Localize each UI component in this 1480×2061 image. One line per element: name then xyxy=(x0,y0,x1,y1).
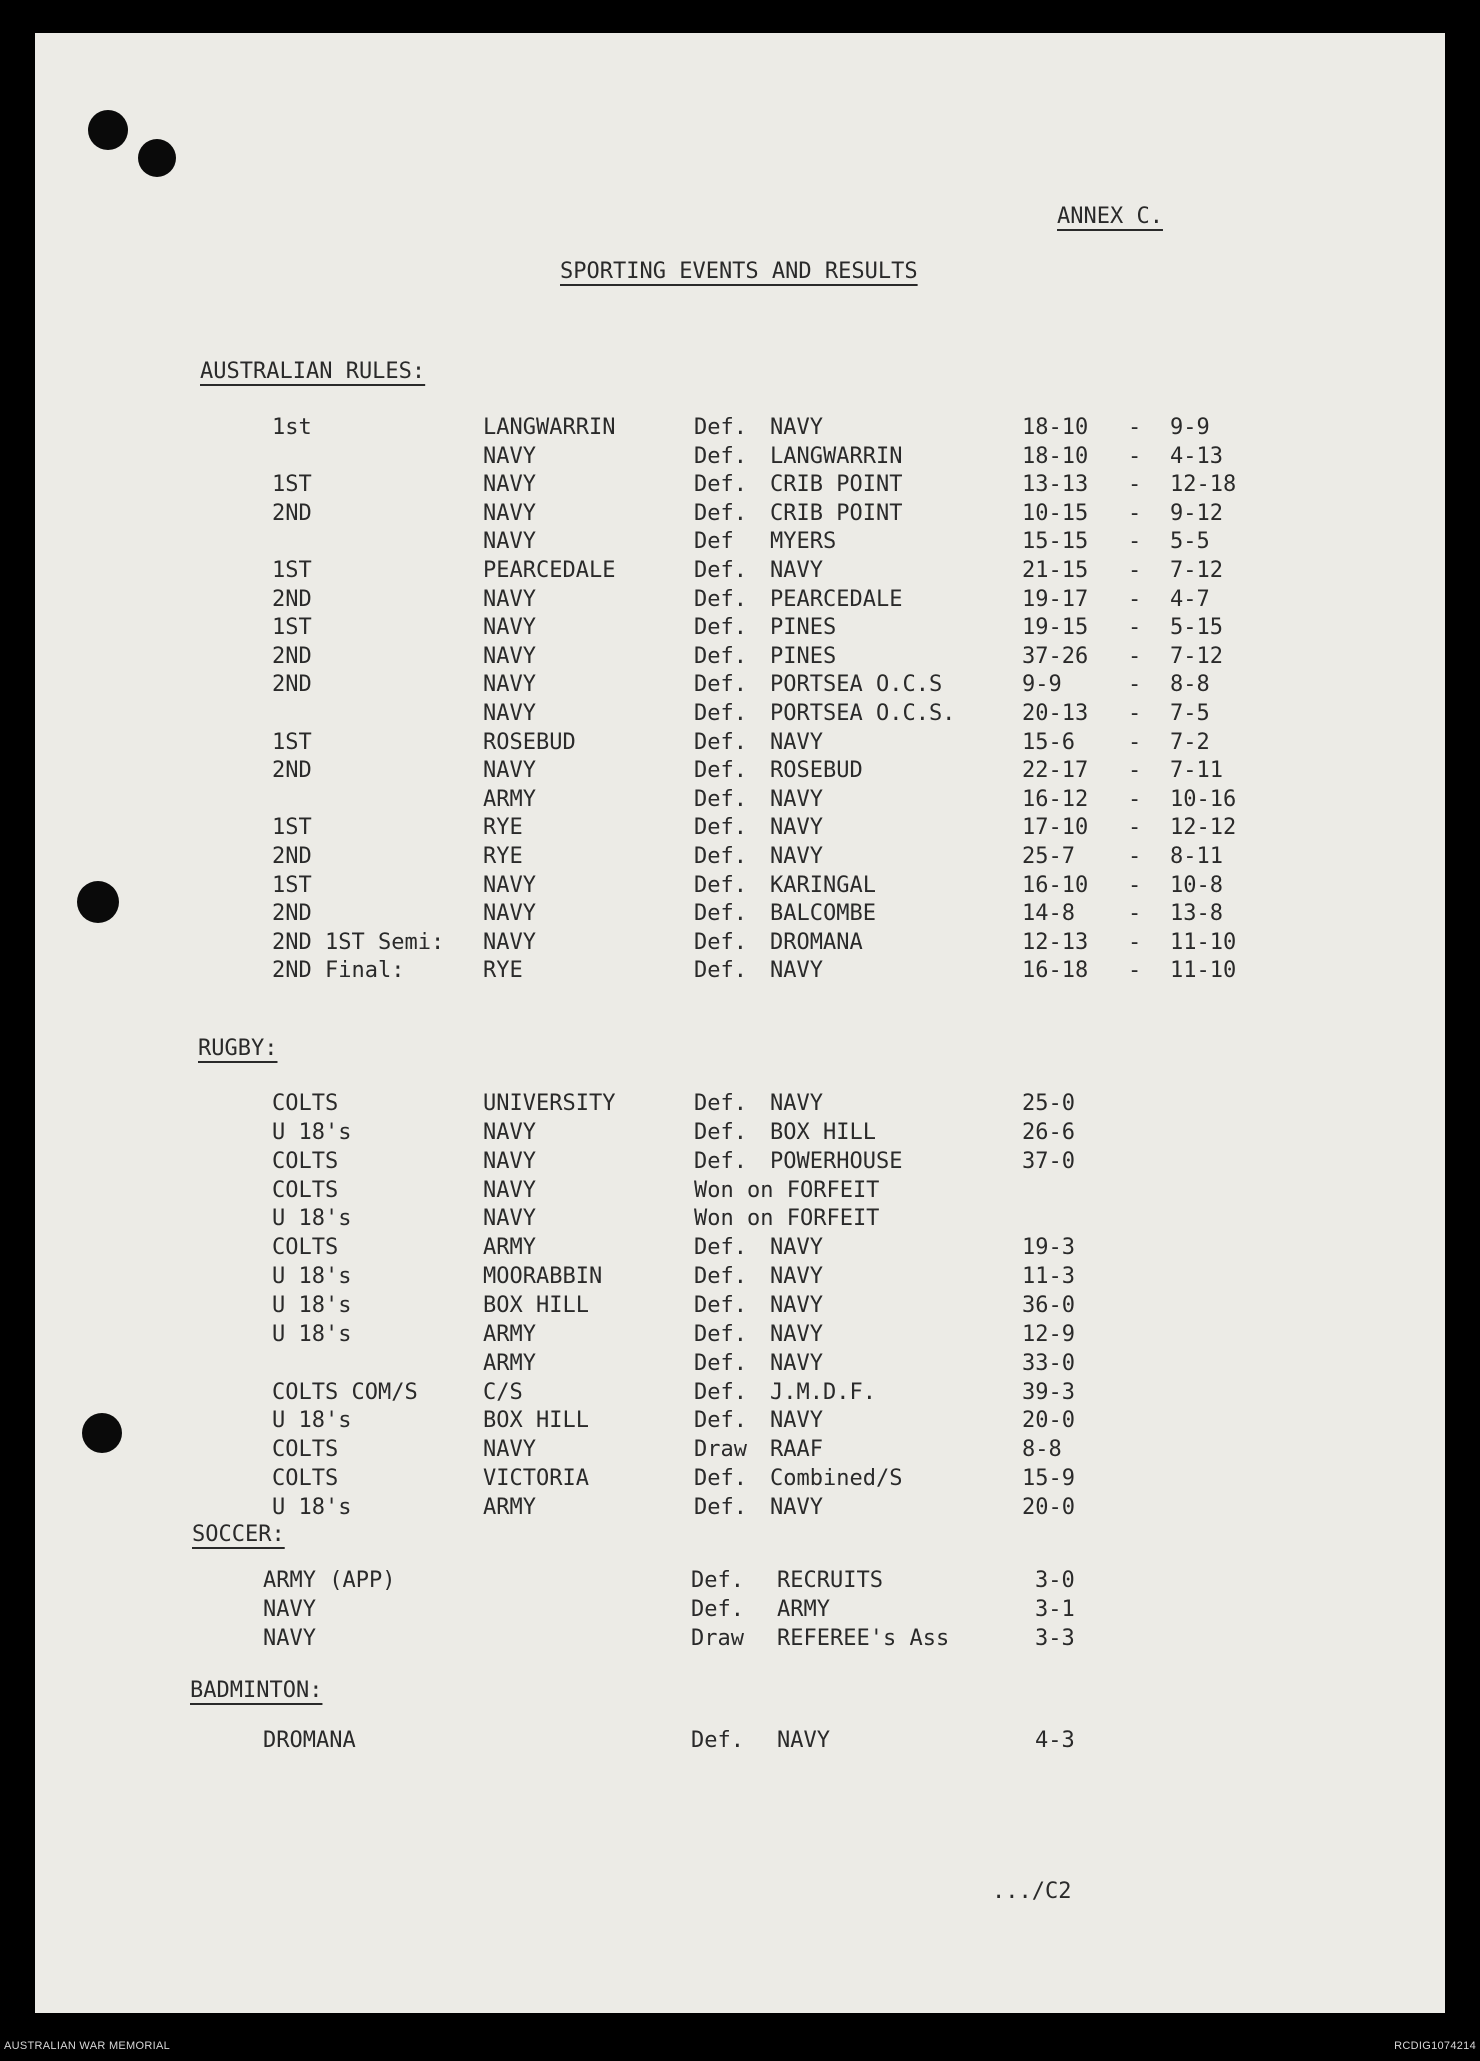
cell-s2: 7-11 xyxy=(1170,758,1223,784)
cell-s2: 8-8 xyxy=(1170,672,1210,698)
cell-s1: 15-15 xyxy=(1022,529,1089,555)
cell-result: Def. xyxy=(694,844,747,869)
cell-loser: NAVY xyxy=(770,1091,823,1116)
cell-s1: 18-10 xyxy=(1022,443,1089,469)
cell-result: Def. xyxy=(694,472,747,498)
cell-dash: - xyxy=(1128,529,1142,555)
cell-result: Def. xyxy=(694,815,747,841)
cell-label: COLTS xyxy=(272,1235,339,1261)
annex-label: ANNEX C. xyxy=(1057,204,1163,229)
cell-winner: NAVY xyxy=(483,701,536,726)
cell-winner: NAVY xyxy=(483,615,536,641)
cell-result: Def. xyxy=(691,1597,744,1622)
cell-dash: - xyxy=(1128,815,1142,841)
cell-label: 1ST xyxy=(272,472,312,498)
cell-result: Def. xyxy=(694,786,747,812)
cell-s1: 18-10 xyxy=(1022,415,1089,440)
result-row xyxy=(35,1119,1445,1147)
cell-label: NAVY xyxy=(263,1626,316,1651)
cell-result: Def. xyxy=(694,1119,747,1145)
result-row xyxy=(35,900,1445,928)
cell-s1: 4-3 xyxy=(1035,1728,1075,1753)
cell-s2: 10-8 xyxy=(1170,872,1223,898)
cell-label: 2ND Final: xyxy=(272,958,405,984)
result-row xyxy=(35,1596,1445,1624)
cell-result: Won on FORFEIT xyxy=(694,1206,880,1232)
result-row xyxy=(35,614,1445,642)
cell-result: Def. xyxy=(694,958,747,984)
result-row xyxy=(35,557,1445,585)
footer-archive-name: AUSTRALIAN WAR MEMORIAL xyxy=(4,2040,171,2052)
cell-result: Def. xyxy=(694,1466,747,1492)
cell-loser: NAVY xyxy=(770,1264,823,1290)
cell-s1: 25-7 xyxy=(1022,844,1075,869)
cell-result: Def. xyxy=(694,872,747,898)
result-row xyxy=(35,528,1445,556)
cell-label: 1ST xyxy=(272,558,312,583)
cell-loser: RAAF xyxy=(770,1437,823,1463)
cell-result: Def xyxy=(694,529,734,555)
cell-loser: NAVY xyxy=(770,1235,823,1261)
section-heading: SOCCER: xyxy=(192,1522,285,1547)
cell-label: 1ST xyxy=(272,815,312,841)
cell-dash: - xyxy=(1128,443,1142,469)
result-row xyxy=(35,1148,1445,1176)
cell-label: 1ST xyxy=(272,729,312,755)
cell-result: Def. xyxy=(694,929,747,955)
cell-winner: UNIVERSITY xyxy=(483,1091,616,1116)
cell-winner: BOX HILL xyxy=(483,1292,589,1318)
cell-winner: ROSEBUD xyxy=(483,729,576,755)
cell-dash: - xyxy=(1128,586,1142,612)
cell-winner: RYE xyxy=(483,958,523,984)
cell-loser: NAVY xyxy=(770,729,823,755)
cell-label: 1ST xyxy=(272,615,312,641)
result-row xyxy=(35,443,1445,471)
cell-winner: NAVY xyxy=(483,872,536,898)
result-row xyxy=(35,1727,1445,1755)
result-row xyxy=(35,1234,1445,1262)
cell-result: Def. xyxy=(694,558,747,583)
cell-winner: NAVY xyxy=(483,758,536,784)
cell-s1: 16-10 xyxy=(1022,872,1089,898)
cell-dash: - xyxy=(1128,844,1142,869)
cell-s1: 37-0 xyxy=(1022,1148,1075,1174)
cell-winner: NAVY xyxy=(483,1119,536,1145)
cell-winner: LANGWARRIN xyxy=(483,415,616,440)
cell-s1: 26-6 xyxy=(1022,1119,1075,1145)
result-row xyxy=(35,729,1445,757)
cell-dash: - xyxy=(1128,615,1142,641)
cell-winner: RYE xyxy=(483,815,523,841)
cell-loser: BALCOMBE xyxy=(770,901,876,927)
cell-loser: RECRUITS xyxy=(777,1568,883,1593)
cell-dash: - xyxy=(1128,758,1142,784)
cell-s1: 20-0 xyxy=(1022,1494,1075,1520)
cell-winner: NAVY xyxy=(483,643,536,669)
section-heading: RUGBY: xyxy=(198,1036,278,1061)
result-row xyxy=(35,1436,1445,1464)
cell-s1: 3-3 xyxy=(1035,1626,1075,1651)
cell-s1: 12-13 xyxy=(1022,929,1089,955)
cell-s1: 20-0 xyxy=(1022,1408,1075,1434)
cell-dash: - xyxy=(1128,786,1142,812)
result-row xyxy=(35,1494,1445,1522)
cell-result: Def. xyxy=(694,1292,747,1318)
cell-loser: ARMY xyxy=(777,1597,830,1622)
cell-winner: PEARCEDALE xyxy=(483,558,616,583)
result-row xyxy=(35,872,1445,900)
result-row xyxy=(35,1321,1445,1349)
cell-s1: 21-15 xyxy=(1022,558,1089,583)
result-row xyxy=(35,1205,1445,1233)
cell-dash: - xyxy=(1128,701,1142,726)
cell-result: Def. xyxy=(694,701,747,726)
result-row xyxy=(35,671,1445,699)
cell-loser: NAVY xyxy=(770,1292,823,1318)
cell-winner: NAVY xyxy=(483,1177,536,1203)
result-row xyxy=(35,1292,1445,1320)
cell-label: U 18's xyxy=(272,1206,352,1232)
cell-s1: 22-17 xyxy=(1022,758,1089,784)
cell-s1: 3-1 xyxy=(1035,1597,1075,1622)
result-row xyxy=(35,786,1445,814)
cell-result: Def. xyxy=(694,901,747,927)
cell-dash: - xyxy=(1128,872,1142,898)
cell-dash: - xyxy=(1128,929,1142,955)
result-row xyxy=(35,1177,1445,1205)
cell-winner: NAVY xyxy=(483,443,536,469)
cell-s2: 11-10 xyxy=(1170,929,1237,955)
cell-dash: - xyxy=(1128,472,1142,498)
cell-winner: ARMY xyxy=(483,1494,536,1520)
cell-s1: 39-3 xyxy=(1022,1379,1075,1405)
cell-loser: NAVY xyxy=(770,1408,823,1434)
cell-s1: 17-10 xyxy=(1022,815,1089,841)
cell-loser: REFEREE's Ass xyxy=(777,1626,950,1651)
cell-label: 2ND xyxy=(272,672,312,698)
section-heading: AUSTRALIAN RULES: xyxy=(200,359,426,384)
result-row xyxy=(35,1263,1445,1291)
cell-label: 2ND xyxy=(272,844,312,869)
cell-loser: NAVY xyxy=(770,1350,823,1376)
cell-s1: 10-15 xyxy=(1022,500,1089,526)
result-row xyxy=(35,1567,1445,1595)
cell-loser: BOX HILL xyxy=(770,1119,876,1145)
cell-label: 2ND xyxy=(272,758,312,784)
cell-loser: NAVY xyxy=(770,1494,823,1520)
cell-result: Draw xyxy=(691,1626,744,1651)
cell-result: Def. xyxy=(694,729,747,755)
cell-loser: LANGWARRIN xyxy=(770,443,903,469)
cell-winner: NAVY xyxy=(483,472,536,498)
cell-loser: Combined/S xyxy=(770,1466,903,1492)
cell-winner: NAVY xyxy=(483,500,536,526)
cell-label: NAVY xyxy=(263,1597,316,1622)
cell-result: Def. xyxy=(694,443,747,469)
result-row xyxy=(35,586,1445,614)
cell-winner: BOX HILL xyxy=(483,1408,589,1434)
cell-label: DROMANA xyxy=(263,1728,356,1753)
cell-result: Def. xyxy=(691,1728,744,1753)
cell-s1: 19-17 xyxy=(1022,586,1089,612)
cell-s1: 9-9 xyxy=(1022,672,1062,698)
result-row xyxy=(35,1090,1445,1118)
cell-s1: 33-0 xyxy=(1022,1350,1075,1376)
cell-result: Def. xyxy=(694,1408,747,1434)
cell-result: Def. xyxy=(694,643,747,669)
result-row xyxy=(35,929,1445,957)
cell-result: Def. xyxy=(694,1148,747,1174)
cell-s1: 16-18 xyxy=(1022,958,1089,984)
cell-dash: - xyxy=(1128,958,1142,984)
cell-result: Def. xyxy=(694,1379,747,1405)
cell-s1: 11-3 xyxy=(1022,1264,1075,1290)
cell-loser: CRIB POINT xyxy=(770,472,903,498)
result-row xyxy=(35,1379,1445,1407)
cell-s2: 11-10 xyxy=(1170,958,1237,984)
cell-label: 2ND 1ST Semi: xyxy=(272,929,445,955)
cell-result: Def. xyxy=(694,1264,747,1290)
cell-s2: 12-12 xyxy=(1170,815,1237,841)
cell-dash: - xyxy=(1128,901,1142,927)
cell-loser: NAVY xyxy=(770,815,823,841)
cell-s1: 19-15 xyxy=(1022,615,1089,641)
cell-s1: 19-3 xyxy=(1022,1235,1075,1261)
result-row xyxy=(35,500,1445,528)
result-row xyxy=(35,1465,1445,1493)
cell-result: Def. xyxy=(694,1235,747,1261)
cell-loser: PINES xyxy=(770,643,837,669)
cell-s2: 4-13 xyxy=(1170,443,1223,469)
punch-hole xyxy=(88,110,128,150)
cell-label: U 18's xyxy=(272,1408,352,1434)
cell-result: Def. xyxy=(694,1091,747,1116)
cell-label: 2ND xyxy=(272,643,312,669)
cell-result: Def. xyxy=(694,758,747,784)
cell-result: Def. xyxy=(694,586,747,612)
page-title: SPORTING EVENTS AND RESULTS xyxy=(560,259,918,284)
cell-result: Def. xyxy=(694,615,747,641)
cell-s2: 8-11 xyxy=(1170,844,1223,869)
cell-winner: NAVY xyxy=(483,672,536,698)
cell-loser: PORTSEA O.C.S. xyxy=(770,701,956,726)
cell-label: U 18's xyxy=(272,1292,352,1318)
result-row xyxy=(35,1625,1445,1653)
cell-dash: - xyxy=(1128,558,1142,583)
cell-loser: MYERS xyxy=(770,529,837,555)
cell-loser: PINES xyxy=(770,615,837,641)
cell-loser: NAVY xyxy=(770,415,823,440)
cell-result: Draw xyxy=(694,1437,747,1463)
cell-result: Def. xyxy=(691,1568,744,1593)
cell-loser: PORTSEA O.C.S xyxy=(770,672,943,698)
cell-dash: - xyxy=(1128,672,1142,698)
cell-dash: - xyxy=(1128,500,1142,526)
cell-s1: 3-0 xyxy=(1035,1568,1075,1593)
cell-result: Def. xyxy=(694,1494,747,1520)
cell-result: Won on FORFEIT xyxy=(694,1177,880,1203)
cell-loser: NAVY xyxy=(770,1321,823,1347)
cell-winner: ARMY xyxy=(483,786,536,812)
cell-winner: ARMY xyxy=(483,1235,536,1261)
cell-label: 2ND xyxy=(272,586,312,612)
cell-label: 1st xyxy=(272,415,312,440)
cell-s2: 7-12 xyxy=(1170,643,1223,669)
cell-label: ARMY (APP) xyxy=(263,1568,396,1593)
cell-s1: 15-6 xyxy=(1022,729,1075,755)
cell-s1: 25-0 xyxy=(1022,1091,1075,1116)
document-page xyxy=(35,33,1445,2013)
cell-loser: ROSEBUD xyxy=(770,758,863,784)
cell-s2: 12-18 xyxy=(1170,472,1237,498)
cell-loser: DROMANA xyxy=(770,929,863,955)
cell-label: 2ND xyxy=(272,901,312,927)
cell-loser: KARINGAL xyxy=(770,872,876,898)
cell-s2: 13-8 xyxy=(1170,901,1223,927)
result-row xyxy=(35,414,1445,442)
cell-label: 1ST xyxy=(272,872,312,898)
cell-result: Def. xyxy=(694,672,747,698)
cell-label: COLTS xyxy=(272,1177,339,1203)
cell-result: Def. xyxy=(694,415,747,440)
cell-winner: NAVY xyxy=(483,586,536,612)
cell-winner: ARMY xyxy=(483,1321,536,1347)
cell-s2: 7-5 xyxy=(1170,701,1210,726)
result-row xyxy=(35,471,1445,499)
cell-winner: VICTORIA xyxy=(483,1466,589,1492)
cell-s2: 9-12 xyxy=(1170,500,1223,526)
cell-winner: NAVY xyxy=(483,1206,536,1232)
cell-s1: 8-8 xyxy=(1022,1437,1062,1463)
cell-winner: NAVY xyxy=(483,529,536,555)
cell-label: COLTS xyxy=(272,1437,339,1463)
cell-winner: C/S xyxy=(483,1379,523,1405)
cell-label: COLTS xyxy=(272,1091,339,1116)
cell-winner: NAVY xyxy=(483,929,536,955)
page-reference: .../C2 xyxy=(992,1879,1072,1904)
result-row xyxy=(35,814,1445,842)
footer-catalogue-id: RCDIG1074214 xyxy=(1394,2040,1476,2052)
result-row xyxy=(35,843,1445,871)
cell-loser: NAVY xyxy=(770,958,823,984)
cell-winner: MOORABBIN xyxy=(483,1264,603,1290)
cell-s1: 20-13 xyxy=(1022,701,1089,726)
cell-label: U 18's xyxy=(272,1264,352,1290)
cell-result: Def. xyxy=(694,1350,747,1376)
cell-s1: 36-0 xyxy=(1022,1292,1075,1318)
cell-label: COLTS xyxy=(272,1466,339,1492)
cell-s1: 37-26 xyxy=(1022,643,1089,669)
cell-loser: NAVY xyxy=(770,786,823,812)
cell-label: U 18's xyxy=(272,1494,352,1520)
result-row xyxy=(35,757,1445,785)
cell-label: COLTS xyxy=(272,1148,339,1174)
cell-winner: NAVY xyxy=(483,901,536,927)
cell-s1: 15-9 xyxy=(1022,1466,1075,1492)
cell-loser: PEARCEDALE xyxy=(770,586,903,612)
cell-winner: NAVY xyxy=(483,1148,536,1174)
cell-label: 2ND xyxy=(272,500,312,526)
cell-s1: 12-9 xyxy=(1022,1321,1075,1347)
result-row xyxy=(35,957,1445,985)
cell-loser: NAVY xyxy=(770,558,823,583)
result-row xyxy=(35,1350,1445,1378)
cell-loser: NAVY xyxy=(777,1728,830,1753)
cell-s1: 14-8 xyxy=(1022,901,1075,927)
cell-s2: 5-5 xyxy=(1170,529,1210,555)
cell-s2: 7-12 xyxy=(1170,558,1223,583)
cell-label: U 18's xyxy=(272,1119,352,1145)
cell-result: Def. xyxy=(694,1321,747,1347)
cell-winner: RYE xyxy=(483,844,523,869)
cell-dash: - xyxy=(1128,729,1142,755)
result-row xyxy=(35,1407,1445,1435)
cell-s2: 9-9 xyxy=(1170,415,1210,440)
cell-label: U 18's xyxy=(272,1321,352,1347)
cell-loser: NAVY xyxy=(770,844,823,869)
cell-s2: 5-15 xyxy=(1170,615,1223,641)
cell-loser: J.M.D.F. xyxy=(770,1379,876,1405)
cell-label: COLTS COM/S xyxy=(272,1379,418,1405)
result-row xyxy=(35,700,1445,728)
section-heading: BADMINTON: xyxy=(190,1678,323,1703)
cell-result: Def. xyxy=(694,500,747,526)
cell-s2: 10-16 xyxy=(1170,786,1237,812)
cell-dash: - xyxy=(1128,415,1142,440)
cell-loser: CRIB POINT xyxy=(770,500,903,526)
punch-hole xyxy=(138,139,176,177)
cell-s2: 4-7 xyxy=(1170,586,1210,612)
cell-loser: POWERHOUSE xyxy=(770,1148,903,1174)
cell-winner: ARMY xyxy=(483,1350,536,1376)
cell-s2: 7-2 xyxy=(1170,729,1210,755)
cell-winner: NAVY xyxy=(483,1437,536,1463)
cell-s1: 13-13 xyxy=(1022,472,1089,498)
result-row xyxy=(35,643,1445,671)
cell-dash: - xyxy=(1128,643,1142,669)
cell-s1: 16-12 xyxy=(1022,786,1089,812)
